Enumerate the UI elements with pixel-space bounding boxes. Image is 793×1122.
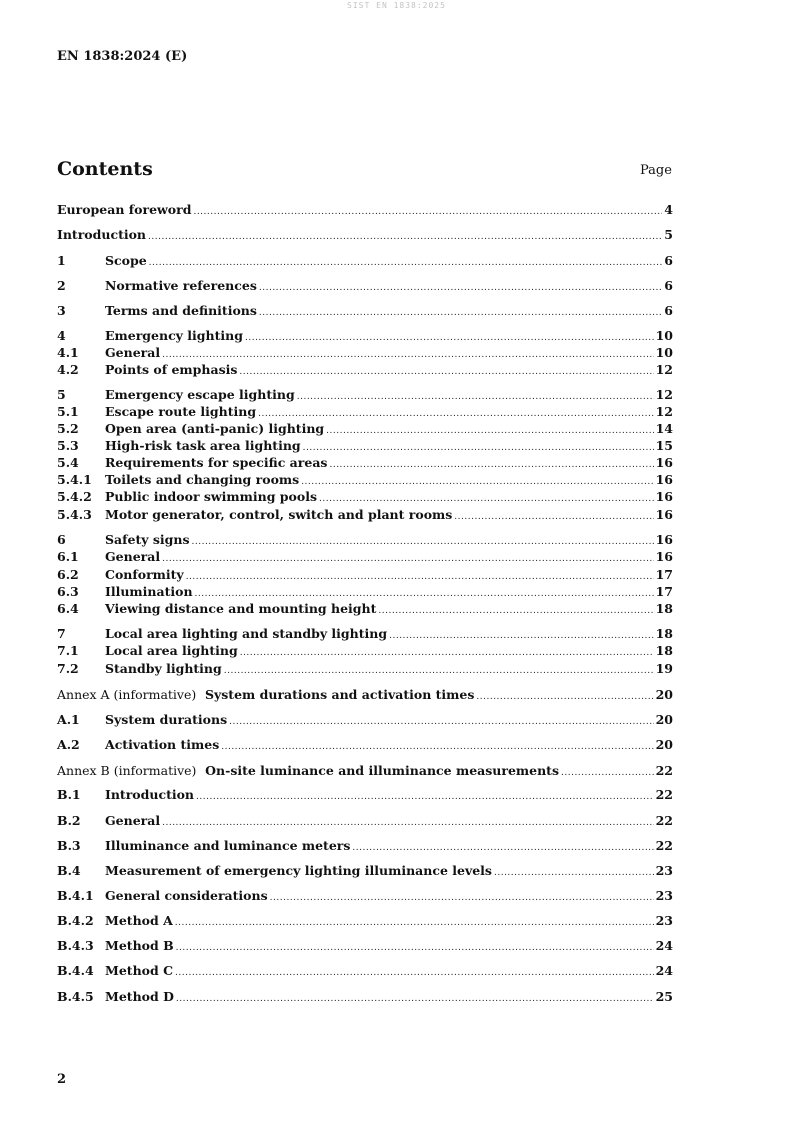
toc-entry[interactable] <box>57 488 673 505</box>
toc-entry[interactable] <box>57 988 673 1005</box>
toc-entry-number: 5.1 <box>57 404 79 419</box>
toc-entry[interactable] <box>57 226 673 243</box>
toc-dot-leader <box>259 305 662 322</box>
toc-entry[interactable] <box>57 302 673 319</box>
toc-entry-page: 10 <box>655 328 673 343</box>
toc-annex-title: On-site luminance and illuminance measurements <box>205 763 559 778</box>
toc-dot-leader <box>270 890 654 907</box>
toc-entry-title: Method C <box>105 963 174 978</box>
toc-entry-number: B.4 <box>57 863 81 878</box>
toc-entry-page: 18 <box>655 643 673 658</box>
toc-entry-title: Normative references <box>105 278 257 293</box>
toc-entry-page: 12 <box>655 387 673 402</box>
toc-entry-number: 4.2 <box>57 362 79 377</box>
toc-entry[interactable] <box>57 837 673 854</box>
toc-entry-title: General <box>105 549 161 564</box>
toc-entry-number: 7 <box>57 626 66 641</box>
toc-entry-number: A.2 <box>57 737 80 752</box>
toc-entry-title: Local area lighting <box>105 643 238 658</box>
toc-entry[interactable] <box>57 471 673 488</box>
toc-entry-number: 7.2 <box>57 661 79 676</box>
toc-entry[interactable] <box>57 531 673 548</box>
toc-dot-leader <box>193 204 662 221</box>
toc-entry-page: 10 <box>655 345 673 360</box>
toc-entry-page: 24 <box>655 963 673 978</box>
document-id: EN 1838:2024 (E) <box>57 49 188 64</box>
toc-entry-page: 16 <box>655 472 673 487</box>
toc-entry-title: Standby lighting <box>105 661 222 676</box>
toc-entry-page: 6 <box>664 278 673 293</box>
toc-entry[interactable] <box>57 583 673 600</box>
toc-dot-leader <box>148 229 662 246</box>
toc-entry-title: General <box>105 813 161 828</box>
toc-entry-page: 19 <box>655 661 673 676</box>
toc-entry-page: 16 <box>655 507 673 522</box>
toc-entry-page: 20 <box>655 712 673 727</box>
toc-entry[interactable] <box>57 344 673 361</box>
toc-entry[interactable] <box>57 420 673 437</box>
toc-entry-title: Illumination <box>105 584 193 599</box>
toc-entry-page: 6 <box>664 303 673 318</box>
toc-entry-title: Activation times <box>105 737 220 752</box>
toc-dot-leader <box>352 840 653 857</box>
toc-entry-page: 23 <box>655 863 673 878</box>
toc-entry-page: 17 <box>655 584 673 599</box>
toc-entry-title: Scope <box>105 253 147 268</box>
toc-entry-page: 16 <box>655 455 673 470</box>
toc-entry[interactable] <box>57 600 673 617</box>
toc-entry-number: 6.4 <box>57 601 79 616</box>
toc-entry-number: B.1 <box>57 787 81 802</box>
toc-entry-page: 24 <box>655 938 673 953</box>
toc-entry[interactable] <box>57 327 673 344</box>
toc-dot-leader <box>224 663 654 680</box>
toc-dot-leader <box>176 940 654 957</box>
toc-dot-leader <box>175 915 654 932</box>
toc-entry-number: 5 <box>57 387 66 402</box>
toc-entry-number: 6.2 <box>57 567 79 582</box>
toc-entry[interactable] <box>57 686 673 703</box>
toc-entry-title: Method A <box>105 913 173 928</box>
toc-entry[interactable] <box>57 566 673 583</box>
toc-entry-page: 25 <box>655 989 673 1004</box>
toc-entry[interactable] <box>57 454 673 471</box>
toc-entry[interactable] <box>57 277 673 294</box>
toc-entry-page: 20 <box>655 737 673 752</box>
toc-entry-page: 18 <box>655 626 673 641</box>
toc-entry-page: 16 <box>655 489 673 504</box>
toc-dot-leader <box>149 255 663 272</box>
toc-entry-title: Emergency escape lighting <box>105 387 295 402</box>
toc-entry-title: Public indoor swimming pools <box>105 489 318 504</box>
toc-dot-leader <box>476 689 653 706</box>
toc-entry[interactable] <box>57 862 673 879</box>
page-number: 2 <box>57 1072 67 1087</box>
toc-entry[interactable] <box>57 361 673 378</box>
toc-entry-number: 6.1 <box>57 549 79 564</box>
toc-entry[interactable] <box>57 642 673 659</box>
toc-entry-title: Points of emphasis <box>105 362 238 377</box>
toc-entry-title: Measurement of emergency lighting illuminance levels <box>105 863 492 878</box>
toc-entry-number: 5.2 <box>57 421 79 436</box>
toc-entry-page: 22 <box>655 763 673 778</box>
toc-dot-leader <box>378 603 653 620</box>
toc-dot-leader <box>561 765 654 782</box>
toc-entry-title: Conformity <box>105 567 184 582</box>
toc-entry-page: 15 <box>655 438 673 453</box>
toc-entry-page: 23 <box>655 913 673 928</box>
toc-annex-label: Annex B (informative) <box>57 763 197 778</box>
toc-entry[interactable] <box>57 786 673 803</box>
toc-entry-title <box>57 762 559 779</box>
toc-entry-number: 5.4.2 <box>57 489 92 504</box>
toc-entry[interactable] <box>57 887 673 904</box>
toc-dot-leader <box>259 280 662 297</box>
toc-entry[interactable] <box>57 252 673 269</box>
toc-entry-number: 3 <box>57 303 66 318</box>
toc-dot-leader <box>176 991 654 1008</box>
toc-entry[interactable] <box>57 386 673 403</box>
toc-entry-title: Method B <box>105 938 174 953</box>
toc-entry-title: Introduction <box>57 227 147 242</box>
toc-entry[interactable] <box>57 711 673 728</box>
toc-entry-number: B.4.5 <box>57 989 94 1004</box>
toc-entry-page: 22 <box>655 838 673 853</box>
toc-entry[interactable] <box>57 437 673 454</box>
toc-entry-title: System durations <box>105 712 228 727</box>
toc-entry-title: General considerations <box>105 888 268 903</box>
toc-entry-number: 1 <box>57 253 66 268</box>
toc-entry-title: Introduction <box>105 787 195 802</box>
toc-dot-leader <box>175 965 654 982</box>
toc-dot-leader <box>239 364 653 381</box>
toc-entry-title: General <box>105 345 161 360</box>
toc-entry-page: 20 <box>655 687 673 702</box>
toc-entry-number: 2 <box>57 278 66 293</box>
toc-entry-number: 5.4 <box>57 455 79 470</box>
toc-entry-title: Open area (anti-panic) lighting <box>105 421 325 436</box>
toc-entry-title: Emergency lighting <box>105 328 243 343</box>
toc-entry-page: 17 <box>655 567 673 582</box>
toc-annex-title: System durations and activation times <box>204 687 475 702</box>
toc-entry-number: 6.3 <box>57 584 79 599</box>
toc-entry-page: 12 <box>655 404 673 419</box>
toc-entry-page: 12 <box>655 362 673 377</box>
toc-entry[interactable] <box>57 506 673 523</box>
toc-dot-leader <box>229 714 653 731</box>
toc-entry-title <box>57 686 474 703</box>
toc-entry[interactable] <box>57 962 673 979</box>
toc-entry-title: Escape route lighting <box>105 404 257 419</box>
toc-entry-page: 4 <box>664 202 673 217</box>
toc-dot-leader <box>221 739 653 756</box>
toc-entry-title: Terms and definitions <box>105 303 257 318</box>
toc-dot-leader <box>162 815 653 832</box>
toc-entry-page: 6 <box>664 253 673 268</box>
toc-entry[interactable] <box>57 762 673 779</box>
toc-entry-page: 16 <box>655 532 673 547</box>
toc-entry-number: 6 <box>57 532 66 547</box>
toc-entry-number: B.2 <box>57 813 81 828</box>
toc-entry-title: Method D <box>105 989 174 1004</box>
toc-entry-page: 23 <box>655 888 673 903</box>
toc-entry-number: B.3 <box>57 838 81 853</box>
toc-entry-number: A.1 <box>57 712 80 727</box>
toc-entry[interactable] <box>57 736 673 753</box>
watermark: SIST EN 1838:2025 <box>347 1 446 10</box>
toc-entry[interactable] <box>57 403 673 420</box>
toc-entry-number: B.4.3 <box>57 938 94 953</box>
toc-entry-page: 22 <box>655 813 673 828</box>
toc-entry-page: 14 <box>655 421 673 436</box>
toc-annex-label: Annex A (informative) <box>57 687 197 702</box>
toc-dot-leader <box>494 865 654 882</box>
toc-entry-title: European foreword <box>57 202 192 217</box>
toc-entry-page: 18 <box>655 601 673 616</box>
contents-title: Contents <box>57 158 153 180</box>
toc-entry-page: 22 <box>655 787 673 802</box>
toc-entry-title: High-risk task area lighting <box>105 438 301 453</box>
toc-entry[interactable] <box>57 937 673 954</box>
toc-entry[interactable] <box>57 812 673 829</box>
toc-entry-page: 16 <box>655 549 673 564</box>
toc-entry-number: 5.3 <box>57 438 79 453</box>
toc-entry-number: B.4.1 <box>57 888 94 903</box>
toc-entry[interactable] <box>57 912 673 929</box>
toc-entry-number: 5.4.3 <box>57 507 92 522</box>
toc-entry[interactable] <box>57 201 673 218</box>
toc-entry-number: 7.1 <box>57 643 79 658</box>
toc-entry[interactable] <box>57 548 673 565</box>
page-column-label: Page <box>640 163 672 178</box>
toc-entry-title: Motor generator, control, switch and plant rooms <box>105 507 453 522</box>
toc-dot-leader <box>454 509 653 526</box>
toc-entry-title: Viewing distance and mounting height <box>105 601 377 616</box>
toc-dot-leader <box>196 789 654 806</box>
toc-entry-number: B.4.2 <box>57 913 94 928</box>
toc-entry-number: B.4.4 <box>57 963 94 978</box>
toc-entry-number: 5.4.1 <box>57 472 92 487</box>
toc-entry[interactable] <box>57 660 673 677</box>
toc-entry-title: Toilets and changing rooms <box>105 472 300 487</box>
toc-entry-title: Safety signs <box>105 532 190 547</box>
toc-entry[interactable] <box>57 625 673 642</box>
toc-entry-title: Illuminance and luminance meters <box>105 838 351 853</box>
toc-entry-number: 4.1 <box>57 345 79 360</box>
toc-entry-number: 4 <box>57 328 66 343</box>
toc-entry-page: 5 <box>664 227 673 242</box>
toc-entry-title: Requirements for specific areas <box>105 455 328 470</box>
toc-entry-title: Local area lighting and standby lighting <box>105 626 388 641</box>
